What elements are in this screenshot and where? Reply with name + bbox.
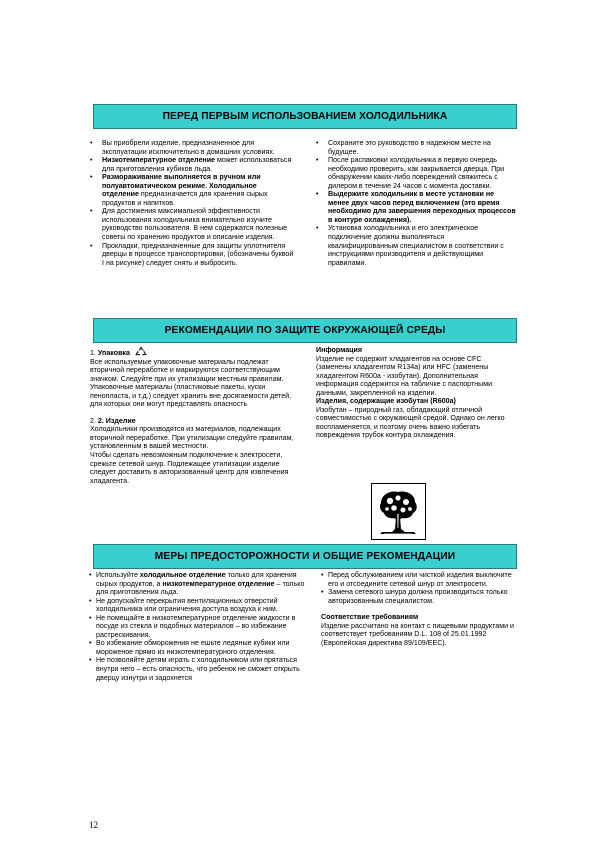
bold-text: Размораживание выполняется в ручном или полуавтоматическом режиме. Холодильное отделение	[102, 173, 261, 199]
list-item: • Сохраните это руководство в надежном месте на будущее.	[316, 139, 516, 156]
text: Используйте	[96, 571, 140, 579]
packaging-heading	[90, 346, 298, 358]
packaging-paragraph: Все используемые упаковочные материалы подлежат вторичной переработке и маркируются соответствующим значком. Следуйте при их утилизации местным правилам.	[90, 357, 284, 383]
info-paragraph: Изделие не содержит хладагентов на основе CFC (заменены хладагентом R134a) или HFC (заменены хладагентом R600a - изобутан). Дополнительная информация содержится на табличке с паспортными данными, закрепленной на изделии.	[316, 354, 493, 397]
text: может использоваться для приготовления кубиков льда.	[102, 156, 292, 173]
section1-right-column	[316, 139, 516, 267]
list-item: • Установка холодильника и его электрическое подключение должны выполняться квалифицированным специалистом в соответствии с инструкциями производителя и действующими правилами.	[316, 224, 516, 267]
tree-ecology-icon	[371, 483, 426, 540]
list-item: • После распаковки холодильника в первую очередь необходимо проверить, как закрывается дверца. При обнаружении каких-либо повреждений свяжитесь с дилером в течение 24 часов с момента доставки.	[316, 156, 516, 190]
section3-left-column	[89, 571, 309, 682]
list-item	[89, 571, 309, 597]
list-item: • Не позволяйте детям играть с холодильником или прятаться внутри него – есть опасность, что ребенок не сможет открыть дверцу изнутри и задохнется	[89, 656, 309, 682]
list-item	[90, 156, 295, 173]
compliance-text: Изделие рассчитано на контакт с пищевыми продуктами и соответствует требованиям D.L. 108 of 25.01.1992 (Европейская директива 89/109/EEC).	[321, 621, 515, 647]
text: только для хранения сырых продуктов, а	[96, 571, 297, 588]
section-title-precautions: МЕРЫ ПРЕДОСТОРОЖНОСТИ И ОБЩИЕ РЕКОМЕНДАЦИИ	[93, 544, 517, 569]
section-title-before-first-use: ПЕРЕД ПЕРВЫМ ИСПОЛЬЗОВАНИЕМ ХОЛОДИЛЬНИКА	[93, 104, 517, 129]
section2-left-column	[90, 346, 298, 485]
section1-left-column	[90, 139, 295, 267]
isobutane-heading: Изделия, содержащие изобутан (R600a)	[316, 397, 456, 406]
text: – только для приготовления льда.	[96, 579, 305, 597]
product-heading	[90, 417, 298, 426]
product-paragraph: Чтобы сделать невозможным подключение к электросети, срежьте сетевой шнур. Подлежащее утилизации изделие следует доставить в авторизованный центр для извлечения хладагента.	[90, 451, 289, 485]
list-item: • Вы приобрели изделие, предназначенное для эксплуатации исключительно в домашних условиях.	[90, 139, 295, 156]
text: предназначается для хранения сырых продуктов и напитков.	[102, 190, 268, 207]
section2-right-column	[316, 346, 516, 440]
list-item: • Выдержите холодильник в месте установки не менее двух часов перед включением (это время необходимо для завершения переходных процессов в контуре охлаждения).	[316, 190, 516, 224]
isobutane-paragraph: Изобутан – природный газ, обладающий отличной совместимостью с окружающей средой. Однако он легко воспламеняется, и поэтому очень важно избегать повреждения трубок контура охлаждения.	[316, 405, 505, 440]
list-item: • Замена сетевого шнура должна производиться только авторизованным специалистом.	[321, 588, 517, 605]
product-title: 2. Изделие	[97, 416, 136, 425]
info-heading: Информация	[316, 346, 363, 354]
page-number: 12	[89, 820, 98, 830]
list-item: • Для достижения максимальной эффективности использования холодильника внимательно изучите руководство пользователя. В нем содержатся полезные советы по хранению продуктов и описание изделия.	[90, 207, 295, 241]
list-item: • Перед обслуживанием или чисткой изделия выключите его и отсоедините сетевой шнур от электросети.	[321, 571, 517, 588]
list-item	[90, 173, 295, 207]
packaging-title: Упаковка	[97, 349, 130, 357]
list-item: • Не помещайте в низкотемпературное отделение жидкости в посуде из стекла и подобных материалов – во избежание растрескивания.	[89, 614, 309, 640]
list-item: • Во избежание обморожения не ешьте ледяные кубики или мороженое прямо из низкотемпературного отделения.	[89, 639, 309, 656]
packaging-paragraph: Упаковочные материалы (пластиковые пакеты, куски пенопласта, и т.д.) следует хранить вне досягаемости детей, для которых они могут представлять опасность	[90, 383, 292, 409]
compliance-heading: Соответствие требованиям	[321, 613, 419, 622]
bold-text: холодильное отделение	[139, 571, 226, 579]
product-paragraph: Холодильники производятся из материалов, подлежащих вторичной переработке. При утилизации следуйте правилам, установленным в вашей местности.	[90, 425, 294, 451]
section3-right-column	[321, 571, 517, 647]
bold-text: низкотемпературное отделение	[162, 579, 275, 588]
list-item: • Не допускайте перекрытия вентиляционных отверстий холодильника или ограничения доступа воздуха к ним.	[89, 597, 309, 614]
product-number: 2.	[90, 416, 98, 425]
packaging-number: 1.	[90, 349, 96, 357]
list-item: • Прокладки, предназначенные для защиты уплотнителя дверцы в процессе транспортировки, (обозначены буквой I на рисунке) следует снять и выбросить.	[90, 242, 295, 268]
section-title-environment: РЕКОМЕНДАЦИИ ПО ЗАЩИТЕ ОКРУЖАЮЩЕЙ СРЕДЫ	[93, 318, 517, 343]
bold-text: Низкотемпературное отделение	[102, 156, 216, 165]
recycle-icon	[135, 346, 147, 357]
